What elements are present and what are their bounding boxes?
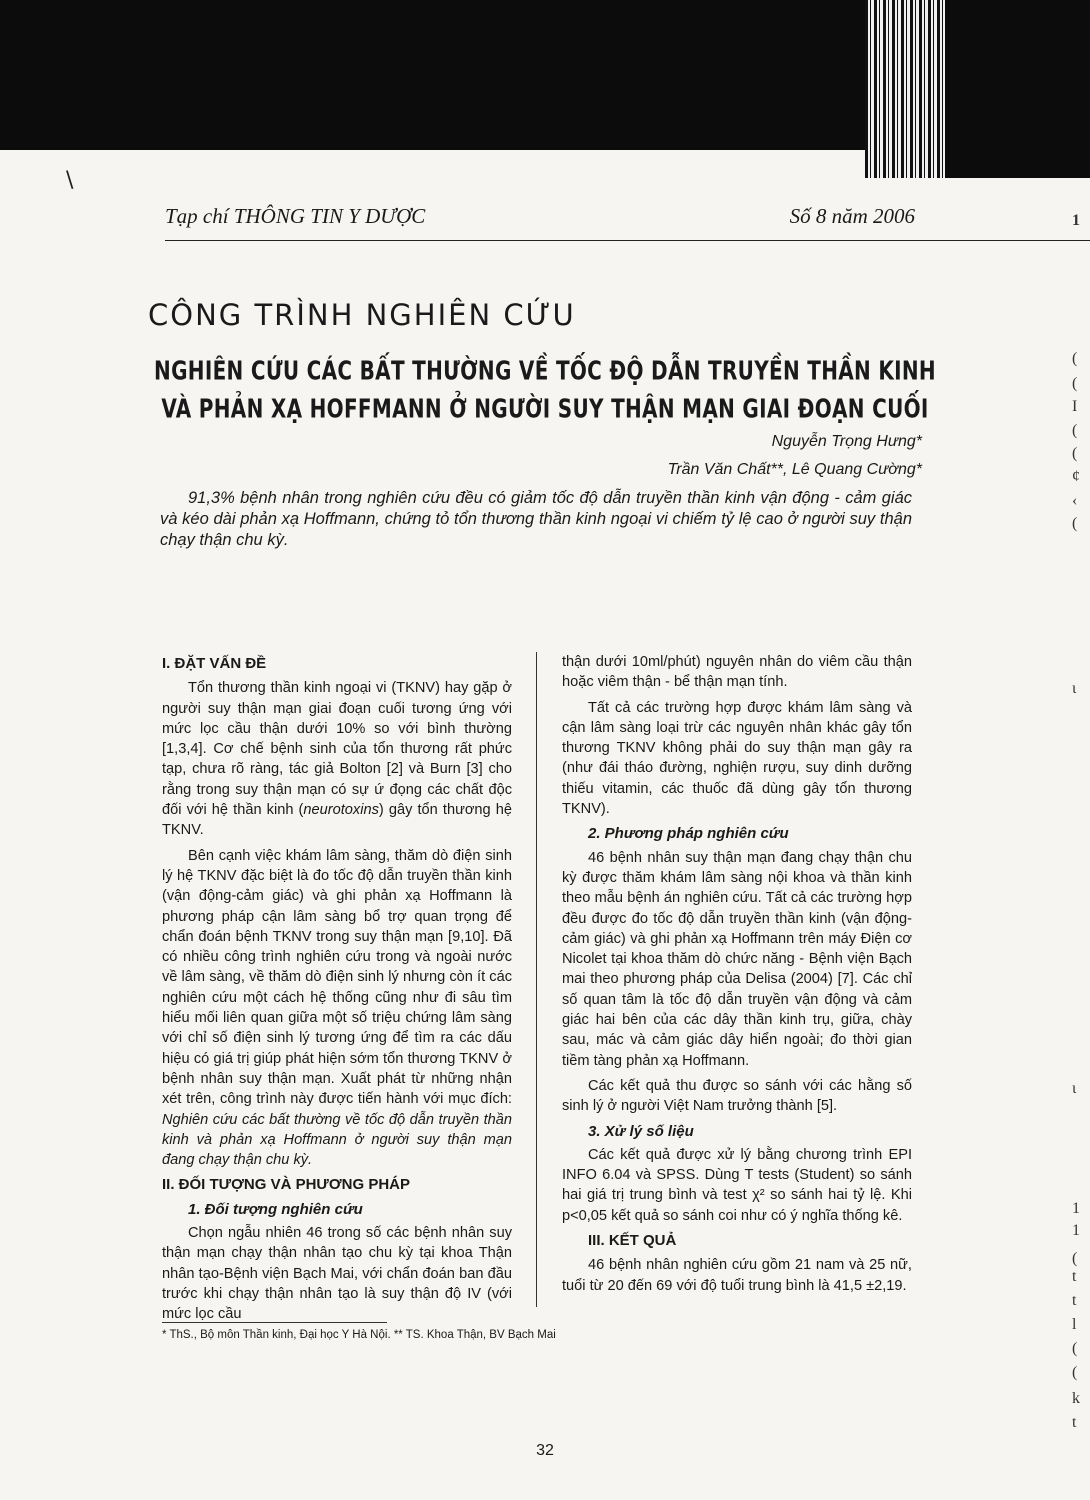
exclusion-paragraph: Tất cả các trường hợp được khám lâm sàng và cận lâm sàng loại trừ các nguyên nhân khác gây tổn thương TKNV không phải do suy thận mạn gây ra (như đái tháo đường, nghiện rượu, suy dinh dưỡng thiếu vitamin, các thuốc đã dùng gây tổn thương TKNV). [562, 699, 912, 818]
edge-char: ( [1072, 422, 1078, 439]
edge-char: ¢ [1072, 468, 1080, 485]
intro-p2-text: Bên cạnh việc khám lâm sàng, thăm dò điện sinh lý hệ TKNV đặc biệt là đo tốc độ dẫn truyền thần kinh (vận động-cảm giác) và ghi phản xạ Hoffmann là phương pháp cận lâm sàng bổ trợ quan trọng để chẩn đoán bệnh TKNV trong suy thận mạn [9,10]. Đã có nhiều công trình nghiên cứu trong và ngoài nước về lâm sàng, về thăm dò điện sinh lý nhưng còn ít các nghiên cứu một cách hệ thống cũng như đi sâu tìm hiểu mối liên quan giữa một số triệu chứng lâm sàng với chỉ số điện sinh lý tương ứng để tìm ra các dấu hiệu có giá trị giúp phát hiện sớm tổn thương TKNV ở bệnh nhân suy thận mạn. Xuất phát từ những nhận xét trên, công trình này được tiến hành với mục đích: [162, 847, 512, 1108]
section-banner: CÔNG TRÌNH NGHIÊN CỨU [148, 298, 576, 332]
edge-char: ( [1072, 1340, 1078, 1357]
edge-char: 1 [1072, 212, 1080, 229]
intro-p1-text: Tổn thương thần kinh ngoại vi (TKNV) hay gặp ở người suy thận mạn giai đoạn cuối tương ứng với mức lọc cầu thận dưới 10% so với bình thường [1,3,4]. Cơ chế bệnh sinh của tổn thương rất phức tạp, chưa rõ ràng, tác giả Bolton [2] và Burn [3] cho rằng trong suy thận mạn có sự ứ đọng các chất độc đối với hệ thần kinh ( [162, 680, 512, 819]
data-processing-paragraph: Các kết quả được xử lý bằng chương trình EPI INFO 6.04 và SPSS. Dùng T tests (Student) so sánh hai giá trị trung bình và test χ² so sánh hai tỷ lệ. Khi p<0,05 kết quả so sánh coi như có ý nghĩa thống kê. [562, 1146, 912, 1224]
author-line1: Nguyễn Trọng Hưng* [771, 433, 922, 450]
heading-introduction: I. ĐẶT VẤN ĐỀ [162, 655, 267, 672]
article-title-line2: VÀ PHẢN XẠ HOFFMANN Ở NGƯỜI SUY THẬN MẠN GIAI ĐOẠN CUỐI [161, 393, 929, 425]
scan-dark-border [0, 0, 865, 150]
method-paragraph: 46 bệnh nhân suy thận mạn đang chạy thận chu kỳ được thăm khám lâm sàng nội khoa và thần kinh theo mẫu bệnh án nghiên cứu. Tất cả các trường hợp đều được đo tốc độ dẫn truyền thần kinh (vận động-cảm giác) và ghi phản xạ Hoffmann trên máy Điện cơ Nicolet tại khoa thăm dò chức năng - Bệnh viện Bạch mai theo phương pháp của Delisa (2004) [7]. Các chỉ số quan tâm là tốc độ dẫn truyền vận động và cảm giác hai bên của các dây thần kinh trụ, giữa, chày sau, mác và cảm giác dây hiển ngoài; đo thời gian tiềm tàng phản xạ Hoffmann. [562, 849, 912, 1069]
edge-char: ( [1072, 350, 1078, 367]
heading-methods: II. ĐỐI TƯỢNG VÀ PHƯƠNG PHÁP [162, 1176, 410, 1194]
next-page-edge [1072, 200, 1090, 1500]
subjects-continued: thận dưới 10ml/phút) nguyên nhân do viêm cầu thận hoặc viêm thận - bể thận mạn tính. [562, 654, 912, 691]
left-column [162, 652, 512, 1330]
edge-char: t [1072, 1414, 1077, 1431]
scan-barcode-strip [865, 0, 945, 178]
edge-char: ‹ [1072, 492, 1078, 509]
header-rule [165, 240, 1090, 241]
footnote-rule [162, 1322, 387, 1323]
journal-name: Tạp chí THÔNG TIN Y DƯỢC [165, 204, 426, 228]
right-column [562, 652, 912, 1301]
edge-char: ( [1072, 1250, 1078, 1267]
intro-paragraph-1 [162, 678, 512, 840]
edge-char: I [1072, 398, 1078, 415]
intro-paragraph-2 [162, 846, 512, 1171]
scan-dark-border-right [945, 0, 1090, 178]
edge-char: ( [1072, 375, 1078, 392]
article-title-line1: NGHIÊN CỨU CÁC BẤT THƯỜNG VỀ TỐC ĐỘ DẪN TRUYỀN THẦN KINH [154, 355, 936, 387]
comparison-paragraph: Các kết quả thu được so sánh với các hằng số sinh lý ở người Việt Nam trưởng thành [5]. [562, 1077, 912, 1115]
edge-char: l [1072, 1316, 1077, 1333]
journal-header [165, 200, 915, 234]
heading-data-processing: 3. Xử lý số liệu [588, 1122, 694, 1140]
edge-char: t [1072, 1268, 1077, 1285]
edge-char: 1 [1072, 1200, 1080, 1217]
intro-p1-end: ) gây tổn thương hệ TKNV. [162, 802, 512, 839]
journal-issue: Số 8 năm 2006 [789, 204, 915, 228]
scan-mark: \ [66, 168, 74, 193]
subjects-paragraph: Chọn ngẫu nhiên 46 trong số các bệnh nhân suy thận mạn chạy thận nhân tạo chu kỳ tại khoa Thận nhân tạo-Bệnh viện Bạch Mai, với chẩn đoán ban đầu trước khi chạy thận nhân tạo là suy thận độ IV (với mức lọc cầu [162, 1225, 512, 1323]
edge-char: ( [1072, 1364, 1078, 1381]
edge-char: ι [1072, 1080, 1077, 1097]
edge-char: ( [1072, 515, 1078, 532]
abstract: 91,3% bệnh nhân trong nghiên cứu đều có giảm tốc độ dẫn truyền thần kinh vận động - cảm giác và kéo dài phản xạ Hoffmann, chứng tỏ tổn thương thần kinh ngoại vi chiếm tỷ lệ cao ở người suy thận chạy thận chu kỳ. [160, 489, 912, 549]
page-number: 32 [536, 1442, 554, 1459]
heading-method: 2. Phương pháp nghiên cứu [588, 825, 789, 843]
column-divider [536, 652, 537, 1307]
heading-subjects: 1. Đối tượng nghiên cứu [188, 1200, 363, 1218]
heading-results: III. KẾT QUẢ [588, 1232, 677, 1250]
edge-char: t [1072, 1292, 1077, 1309]
results-paragraph: 46 bệnh nhân nghiên cứu gồm 21 nam và 25 nữ, tuổi từ 20 đến 69 với độ tuổi trung bình là 41,5 ±2,19. [562, 1257, 912, 1294]
author-line2: Trần Văn Chất**, Lê Quang Cường* [667, 461, 922, 478]
edge-char: ι [1072, 680, 1077, 697]
edge-char: ( [1072, 445, 1078, 462]
intro-p2-italic: Nghiên cứu các bất thường về tốc độ dẫn truyền thần kinh và phản xạ Hoffmann ở người suy thận mạn đang chạy thận chu kỳ. [162, 1111, 512, 1169]
footnote: * ThS., Bộ môn Thần kinh, Đại học Y Hà Nội. ** TS. Khoa Thận, BV Bạch Mai [162, 1329, 556, 1341]
edge-char: k [1072, 1390, 1080, 1407]
edge-char: 1 [1072, 1222, 1080, 1239]
intro-p1-italic: neurotoxins [303, 802, 379, 819]
